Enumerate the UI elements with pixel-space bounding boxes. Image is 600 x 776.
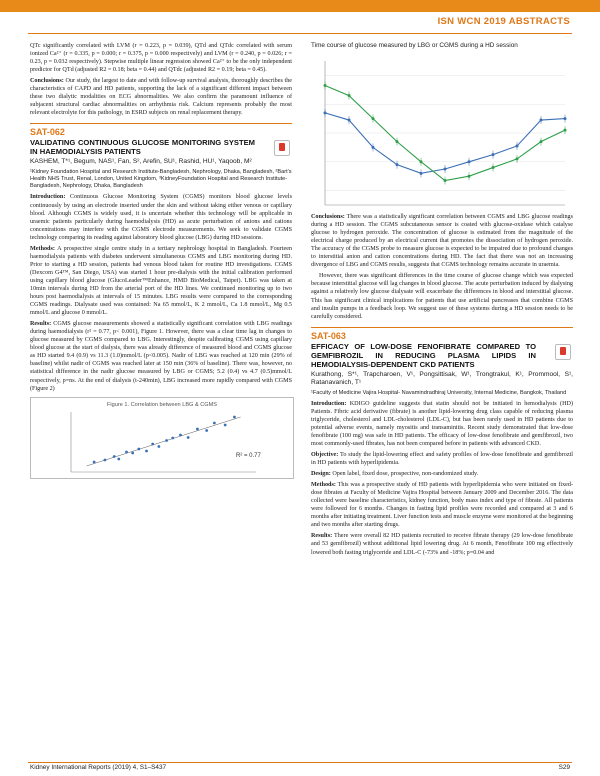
section-label: Design: [311, 471, 331, 478]
data-point [348, 119, 351, 122]
methods-paragraph [30, 245, 292, 317]
intro-paragraph [311, 400, 573, 448]
abstract-code: SAT-062 [30, 123, 292, 136]
data-point [196, 427, 199, 430]
data-point [179, 433, 182, 436]
abstract-title: EFFICACY OF LOW-DOSE FENOFIBRATE COMPARED TO GEMFIBROZIL IN REDUCING PLASMA LIPIDS IN HEMODIALYSIS-DEPENDENT CKD PATIENTS [311, 341, 536, 369]
data-point [540, 140, 543, 143]
data-point [125, 450, 128, 453]
figure-2-title: Time course of glucose measured by LBG or CGMS during a HD session [311, 42, 518, 49]
data-point [171, 436, 174, 439]
data-point [516, 157, 519, 160]
results-paragraph [311, 532, 573, 556]
data-point [492, 153, 495, 156]
header-rule [28, 33, 572, 34]
paragraph: QTc significantly correlated with LVM (r = 0.223, p = 0.039), QTd and QTdc correlated with serum ionized Ca²⁺ (r = 0.335, p = 0.000; r = 0.375, p = 0.000 respectively) and LVM (r = 0.240, p = 0.026; r = 0.23, p = 0.032 respectively). Stepwise multiple linear regression showed Ca²⁺ to be the only independent predictor for QTd (adjusted R2 = 0.18; beta = 0.44) and QTdc (adjusted R2 = 0.19; beta = 0.45). [30, 43, 292, 74]
data-point [348, 94, 351, 97]
paragraph: However, there was significant differences in the time course of glucose change which was expected because interstitial glucose will lag changes in blood glucose. The acute perturbation induced by dialysing against a relatively low glucose dialysate will exacerbate the differences in blood and interstitial glucose. This has significant clinical implications for patients that use artificial pancreases that combine CGMS and insulin pumps in a feedback loop. We suggest use of these systems during a HD session needs to be carefully considered. [311, 273, 573, 320]
intro-text: KDIGO guideline suggests that statin should not be initiated in hemodialysis (HD) Patients. Fibric acid derivative (fibrate) is another lipid-lowering drug class capable of reducing plasma triglyceride, cholesterol and LDL-cholesterol (LDL-C), but has been rarely used in HD patients due to potential adverse events, namely myositis and transaminitis. Recent study demonstrated that low-dose fenofibrate (100 mg) was safe in HD patients. The efficacy of low-dose fenofibrate and gemfibrozil, two most commonly-used fibrates, has not been compared before in patients with advanced CKD. [311, 400, 573, 447]
data-point [187, 436, 190, 439]
data-point [444, 168, 447, 171]
series-line-lbg [325, 113, 565, 173]
data-point [113, 455, 116, 458]
intro-paragraph [30, 193, 292, 241]
data-point [372, 117, 375, 120]
affiliations: ¹Kidney Foundation Hospital and Research Institute-Bangladesh, Nephrology, Dhaka, Bangladesh, ²Bart's Health NHS Trust, Renal, London, United Kingdom, ³KidneyFoundation Hospital and Research Institute-Bangladesh, Nephrology, Dhaka, Bangladesh [30, 168, 292, 190]
data-point [137, 447, 140, 450]
section-label: Results: [30, 321, 52, 328]
design-paragraph [311, 470, 573, 478]
figure-1-plot [31, 398, 293, 478]
figure-2-plot [311, 53, 573, 213]
data-point [224, 423, 227, 426]
data-point [324, 111, 327, 114]
section-label: Introduction: [311, 400, 347, 407]
methods-text: A prospective single centre study in a tertiary nephrology hospital in Bangladesh. Fourteen haemodialysis patients with diabetes underwent simultaneous CGMS and LBG monitoring during HD. Prior to starting a HD session, patients had venous blood taken for routine HD investigations. CGMS (Dexcom G4™, San Diego, USA) was started 1 hour pre-dialysis with the initial calibration performed using capillary blood glucose (GlucoLeader™Enhance, HMD BioMedical, Taipei). LBG was taken at 10min intervals during HD from the arterial port of the HD lines. We continued monitoring up to two hours post haemodialysis at intervals of 15 minutes. LBG results were compared to the corresponding CGMS readings. Dialysate used was contained: Na 65 mmol/L, K 2 mmol/L, Ca 1.8 mmol/L, Mg 0.5 mmol/L and glucose 0 mmol/L. [30, 245, 292, 317]
authors: Kurathong, S*¹, Trapcharoen, V¹, Pongsittisak, W¹, Trongtrakul, K¹, Prommool, S¹, Ratanavanich, T¹ [311, 370, 573, 387]
section-label: Methods: [311, 482, 336, 489]
data-point [205, 429, 208, 432]
authors: KASHEM, T*¹, Begum, NAS¹, Fan, S², Arefin, SU¹, Rashid, HU¹, Yaqoob, M² [30, 158, 252, 166]
data-point [145, 449, 148, 452]
data-point [420, 172, 423, 175]
intro-text: Continuous Glucose Monitoring System (CGMS) monitors blood glucose levels continuously by using an electrode inserted under the skin and without taking either venous or capillary blood. Although CGMS is widely used, it is uncertain whether this technology will be applicable in uraemic patients particularly during haemodialysis (HD) as acute perturbation of anions and cations concentrations may interfere with the CGMS electrode measurements. We seek to validate CGMS technology comparing its reading against laboratory blood glucose (LBG) during HD sessions. [30, 194, 292, 241]
figure-1 [30, 397, 294, 479]
footer-rule [28, 762, 572, 763]
trend-line [86, 417, 240, 466]
section-label: Methods: [30, 245, 55, 252]
methods-text: This was a prospective study of HD patients with hyperlipidemia who were initiated on fixed-dose fibrates at Faculty of Medicine Vajira Hospital between January 2009 and December 2016. The data collected were baseline characteristics, kidney function, body mass index and type of fibrate. All patients were followed for 6 months. Changes in fasting lipid profiles were recorded and compared at 3 and 6 months after initiating treatment. Liver function tests and muscle enzyme were monitored at the beginning and two months after starting drugs. [311, 482, 573, 529]
conclusions-text: Our study, the largest to date and with follow-up survival analysis, thoroughly describes the characteristics of CAPD and HD patients, supporting the lack of a significant different impact between these two dialytic modalities on ECG abnormalities. We also confirm the paramount influence of subjacent structural cardiac abnormalities on arrhythmia risk. Calcium represents probably the most relevant electrolyte for this pathology, in ESRD subjects on renal replacement therapy. [30, 78, 292, 117]
objective-text: To study the lipid-lowering effect and safety profiles of low-dose fenofibrate and gemfibrozil in HD patients with hyperlipidemia. [311, 452, 573, 467]
data-point [213, 421, 216, 424]
abstract-code: SAT-063 [311, 327, 573, 340]
data-point [420, 160, 423, 163]
data-point [540, 119, 543, 122]
data-point [492, 166, 495, 169]
figure-1-title: Figure 1. Correlation between LBG & CGMS [106, 401, 218, 408]
top-color-bar [0, 0, 600, 12]
section-label: Conclusions: [30, 78, 64, 85]
data-point [444, 179, 447, 182]
results-text: There were overall 82 HD patients recruited to receive fibrate therapy (29 low-dose fenofibrate and 53 gemfibrozil) without additional lipid lowering drug. At 6 month, Fenofibrate 100 mg effectively lowered both fasting triglyceride and LDL-C (-73% and -18%; p=0.04 and [311, 533, 573, 556]
results-text: CGMS glucose measurements showed a statistically significant correlation with LBG readings during haemodialysis (r² = 0.77, p< 0.001), Figure 1. However, there was a clear time lag in changes to glucose measured by CGMS compared to LBG. Interestingly, despite calibrating CGMS using capillary blood glucose at the start of dialysis, there was already difference of measured blood and CGMS glucose as HD started 9.4 (0.9) vs 11.3 (1.0)mmol/L (p<0.005). Nadir of LBG was reached at 120 min (29% of baseline) whilst nadir of CGMS was reached later at 150 min (36% of baseline). There was, however, no statistical difference in the nadir glucose measured by LBG or CGMS; 5.2 (0.4) vs 4.7 (0.5)mmol/L respectively, p=ns. At the end of dialysis (t-240min), LBG increased more rapidly compared with CGMS (Figure 2) [30, 321, 292, 392]
left-column [30, 42, 292, 479]
data-point [151, 442, 154, 445]
conclusions-paragraph [30, 77, 292, 117]
conclusions-text: There was a statistically significant correlation between CGMS and LBG glucose readings during a HD session. The CGMS subcutaneous sensor is coated with glucose-oxidase which catalyse glucose to hydrogen peroxide. The concentration of glucose is estimated from the magnitude of the electrical charge produced by an electrical current that promotes the dissociation of hydrogen peroxide. The accuracy of the CGMS probe to measure glucose is expected to be impaired due to profound changes to interstitial anion and cation concentrations during HD. The fact that there was not an increasing divergence of LBG and CGMS results, suggests that CGMS technology remains accurate in uraemia. [311, 214, 573, 269]
design-text: Open label, fixed dose, prospective, non-randomized study. [330, 471, 479, 478]
data-point [131, 451, 134, 454]
section-label: Introduction: [30, 194, 66, 201]
results-paragraph [30, 320, 292, 392]
data-point [93, 460, 96, 463]
data-point [516, 145, 519, 148]
methods-paragraph [311, 481, 573, 529]
section-label: Conclusions: [311, 214, 345, 221]
conclusions-paragraph [311, 213, 573, 269]
abstract-title: VALIDATING CONTINUOUS GLUCOSE MONITORING SYSTEM IN HAEMODIALYSIS PATIENTS [30, 138, 255, 157]
footer-citation: Kidney International Reports (2019) 4, S1–S437 [30, 764, 167, 771]
data-point [468, 160, 471, 163]
section-label: Objective: [311, 452, 339, 458]
pdf-icon[interactable] [555, 344, 571, 360]
abstract-header [311, 342, 573, 369]
abstract-header [30, 138, 292, 156]
right-column [311, 42, 573, 560]
r-squared-label: R² = 0.77 [236, 452, 261, 459]
data-point [396, 163, 399, 166]
data-point [396, 140, 399, 143]
data-point [233, 415, 236, 418]
section-label: Results: [311, 533, 333, 540]
affiliations: ¹Faculty of Medicine Vajira Hospital- Navamindradhiraj University, Internal Medicine, Bangkok, Thailand [311, 389, 567, 396]
figure-2 [311, 53, 573, 213]
pdf-icon[interactable] [274, 140, 290, 156]
data-point [165, 439, 168, 442]
page-number: S29 [558, 764, 570, 771]
data-point [564, 117, 567, 120]
data-point [117, 457, 120, 460]
data-point [468, 175, 471, 178]
data-point [372, 146, 375, 149]
data-point [564, 129, 567, 132]
data-point [324, 84, 327, 87]
running-header: ISN WCN 2019 ABSTRACTS [437, 16, 570, 27]
objective-paragraph [311, 451, 573, 467]
data-point [104, 458, 107, 461]
data-point [157, 445, 160, 448]
